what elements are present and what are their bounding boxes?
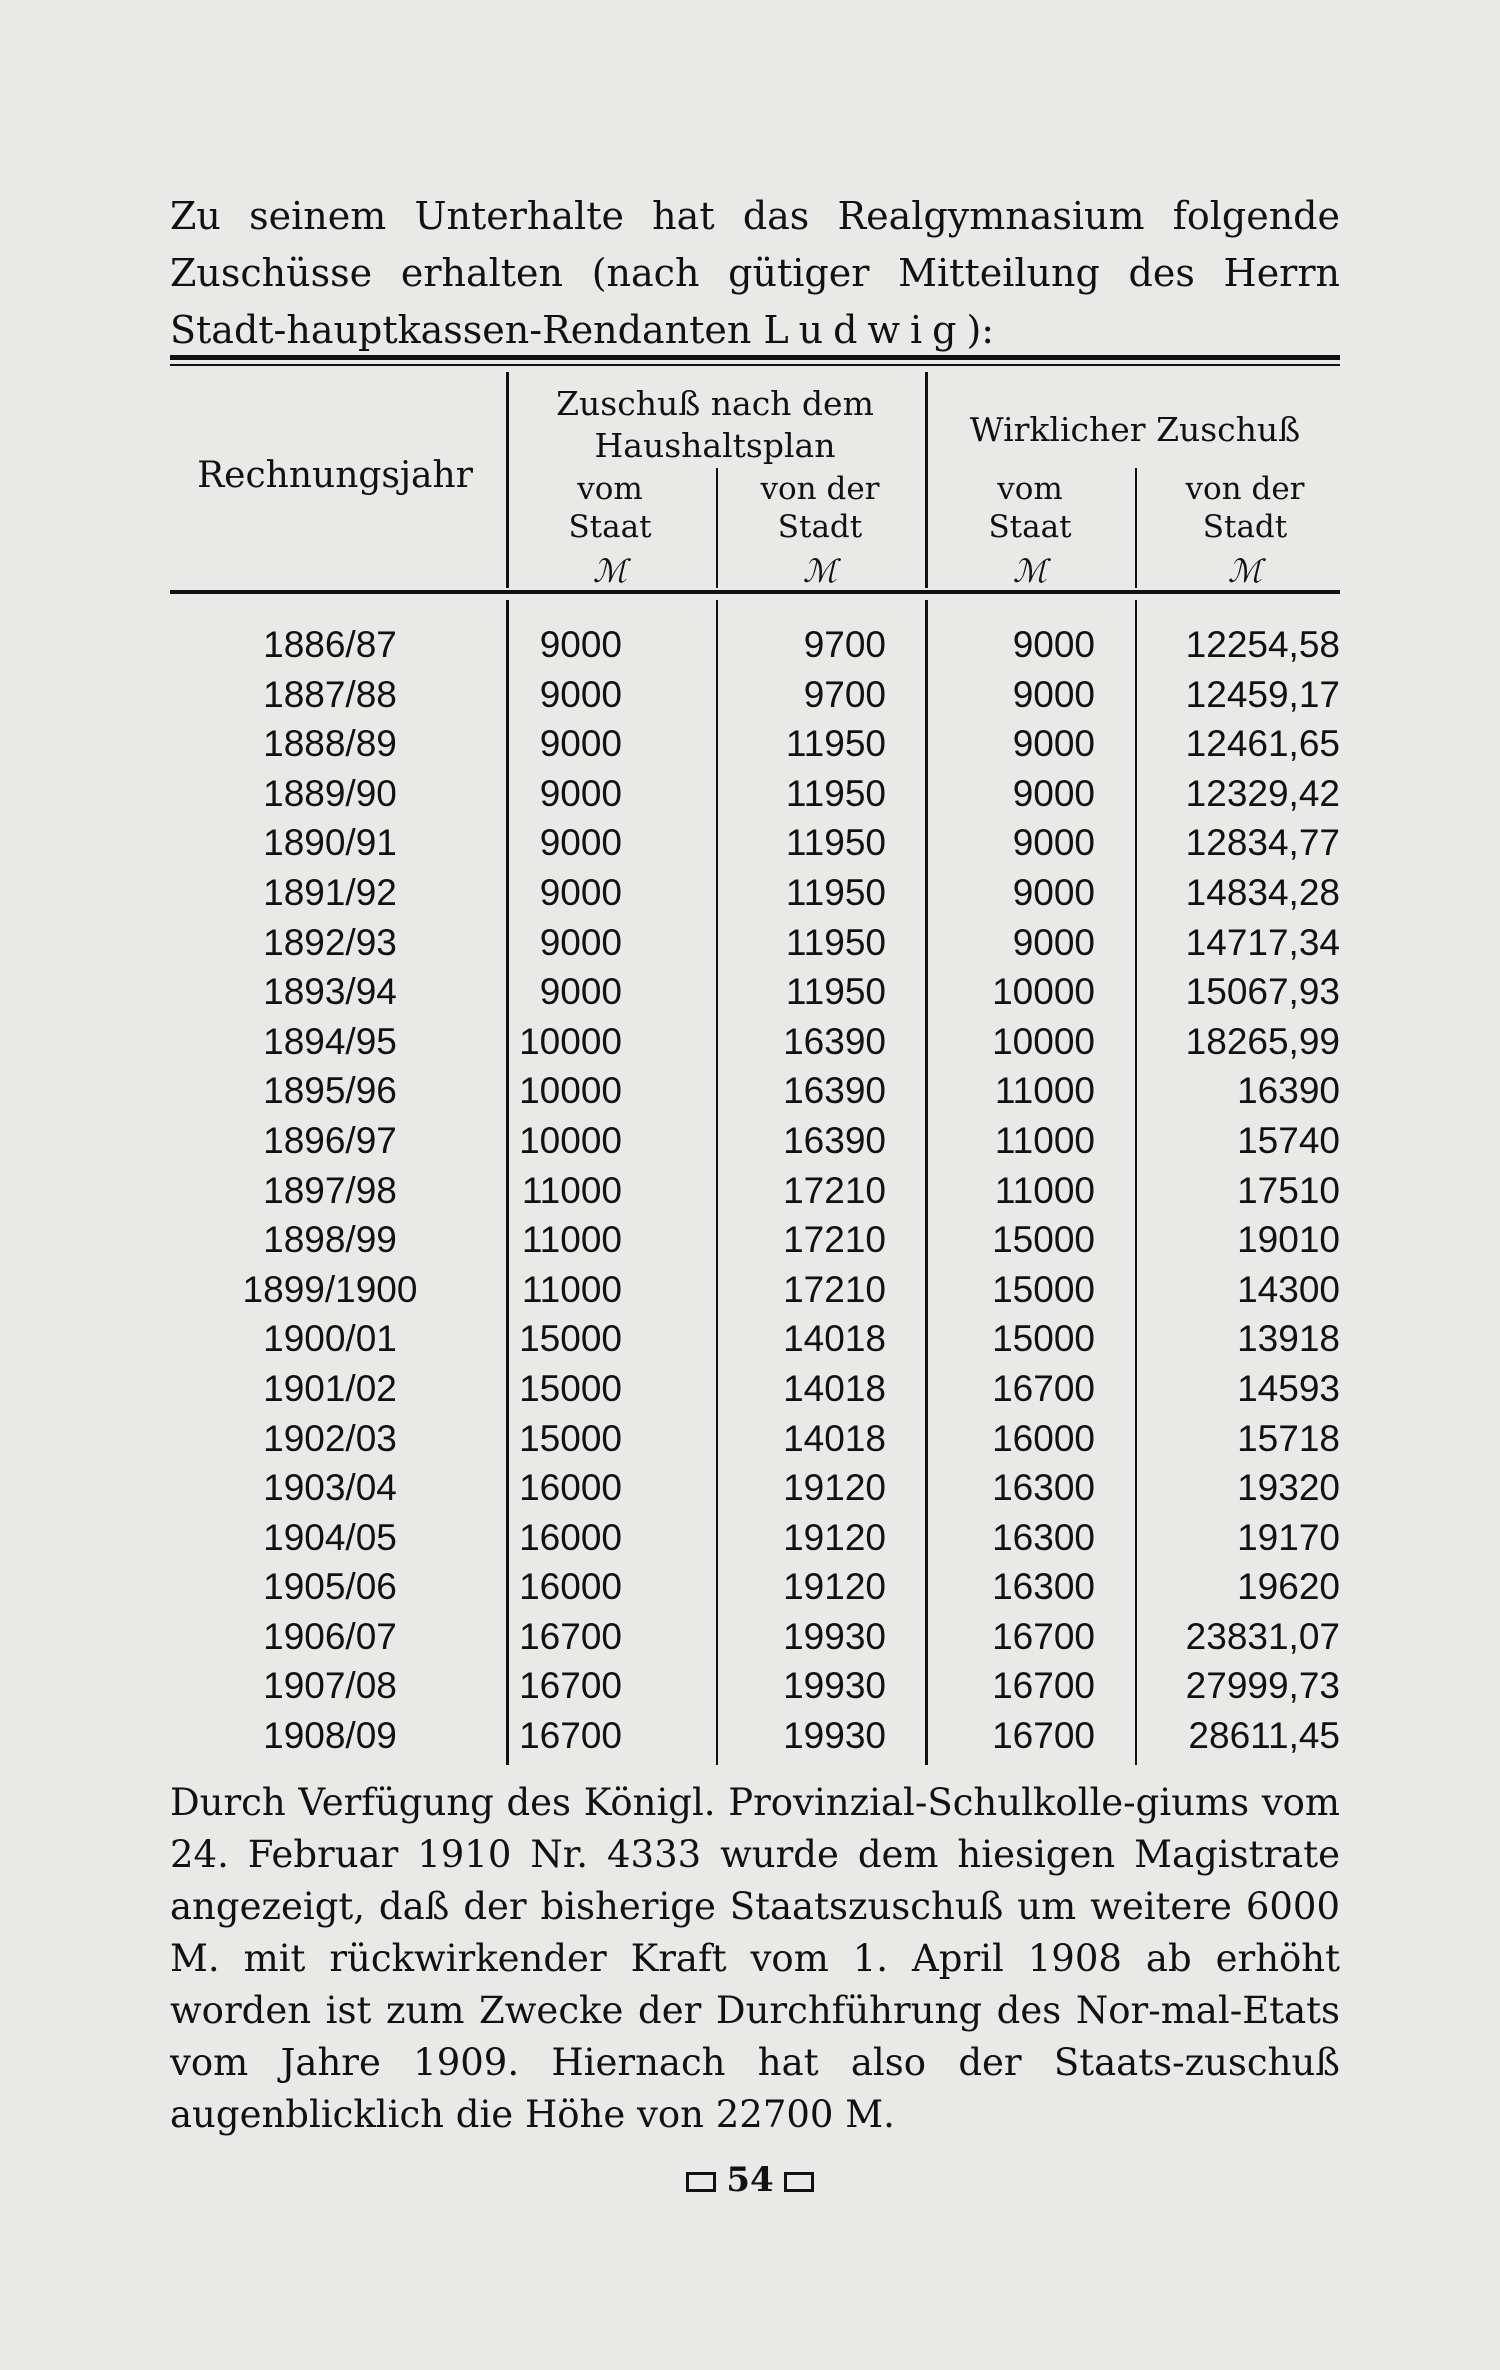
cell-plan-city: 19930 xyxy=(783,1665,886,1707)
vline-header-sub-1 xyxy=(716,468,718,588)
cell-plan-state: 16000 xyxy=(519,1516,622,1558)
intro-paragraph xyxy=(170,188,1340,359)
cell-plan-city: 19930 xyxy=(783,1615,886,1657)
cell-plan-state: 11000 xyxy=(521,1169,622,1211)
cell-plan-city: 16390 xyxy=(783,1070,886,1112)
cell-actual-state: 15000 xyxy=(992,1219,1095,1261)
cell-year: 1896/97 xyxy=(263,1119,397,1161)
unit-plan-state: ℳ xyxy=(592,552,628,590)
table-row xyxy=(170,1017,1340,1067)
cell-year: 1890/91 xyxy=(263,822,397,864)
cell-actual-state: 16300 xyxy=(992,1467,1095,1509)
cell-actual-state: 15000 xyxy=(992,1268,1095,1310)
table-row xyxy=(170,769,1340,819)
footer-ornament-left xyxy=(686,2172,716,2192)
cell-actual-city: 14717,34 xyxy=(1185,921,1340,963)
page-footer xyxy=(0,2160,1500,2200)
table-row xyxy=(170,868,1340,918)
cell-plan-state: 9000 xyxy=(539,624,622,665)
table-top-rule xyxy=(170,355,1340,360)
table-row xyxy=(170,1562,1340,1612)
cell-actual-state: 11000 xyxy=(994,1169,1095,1211)
vline-header-1 xyxy=(506,372,509,588)
table-row xyxy=(170,918,1340,968)
cell-plan-city: 19120 xyxy=(783,1516,886,1558)
cell-actual-city: 14300 xyxy=(1237,1268,1340,1310)
table-row xyxy=(170,1265,1340,1315)
cell-plan-city: 14018 xyxy=(783,1417,886,1459)
cell-plan-state: 16000 xyxy=(519,1566,622,1608)
cell-year: 1892/93 xyxy=(263,921,397,963)
cell-year: 1901/02 xyxy=(263,1367,397,1409)
cell-actual-state: 16700 xyxy=(992,1615,1095,1657)
cell-actual-city: 12254,58 xyxy=(1185,624,1340,665)
cell-actual-city: 18265,99 xyxy=(1185,1020,1340,1062)
table-row xyxy=(170,620,1340,670)
cell-plan-state: 9000 xyxy=(539,921,622,963)
cell-plan-city: 11950 xyxy=(785,921,886,963)
cell-plan-city: 14018 xyxy=(783,1318,886,1360)
cell-plan-city: 11950 xyxy=(785,971,886,1013)
vline-header-2 xyxy=(925,372,928,588)
table-row xyxy=(170,1116,1340,1166)
footer-ornament-right xyxy=(784,2172,814,2192)
cell-plan-state: 10000 xyxy=(519,1070,622,1112)
cell-year: 1904/05 xyxy=(263,1516,397,1558)
cell-actual-city: 15740 xyxy=(1237,1119,1340,1161)
cell-actual-state: 9000 xyxy=(1012,871,1095,913)
page-number: 54 xyxy=(726,2160,774,2200)
table-row xyxy=(170,670,1340,720)
cell-plan-city: 11950 xyxy=(785,772,886,814)
cell-actual-state: 15000 xyxy=(992,1318,1095,1360)
table-top-rule-thin xyxy=(170,364,1340,366)
cell-plan-city: 16390 xyxy=(783,1119,886,1161)
header-year: Rechnungsjahr xyxy=(197,455,473,496)
table-row xyxy=(170,967,1340,1017)
cell-year: 1888/89 xyxy=(263,723,397,765)
cell-actual-state: 10000 xyxy=(992,971,1095,1013)
unit-plan-city: ℳ xyxy=(802,552,838,590)
cell-year: 1891/92 xyxy=(263,871,397,913)
cell-actual-state: 9000 xyxy=(1012,723,1095,765)
cell-actual-state: 9000 xyxy=(1012,822,1095,864)
cell-actual-city: 16390 xyxy=(1237,1070,1340,1112)
cell-year: 1906/07 xyxy=(263,1615,397,1657)
intro-text: Zu seinem Unterhalte hat das Realgymnasium folgende Zuschüsse erhalten (nach gütiger Mitteilung des Herrn Stadt-hauptkassen-Rendanten xyxy=(170,194,1340,352)
cell-actual-city: 12834,77 xyxy=(1185,822,1340,864)
cell-actual-state: 10000 xyxy=(992,1020,1095,1062)
cell-actual-state: 9000 xyxy=(1012,772,1095,814)
cell-plan-state: 15000 xyxy=(519,1318,622,1360)
cell-plan-state: 16700 xyxy=(519,1615,622,1657)
cell-plan-state: 9000 xyxy=(539,871,622,913)
cell-plan-city: 16390 xyxy=(783,1020,886,1062)
cell-plan-city: 17210 xyxy=(783,1169,886,1211)
cell-actual-city: 15067,93 xyxy=(1185,971,1340,1013)
cell-actual-city: 19010 xyxy=(1237,1219,1340,1261)
table-row xyxy=(170,1314,1340,1364)
cell-actual-city: 15718 xyxy=(1237,1417,1340,1459)
cell-plan-city: 11950 xyxy=(785,723,886,765)
cell-year: 1897/98 xyxy=(263,1169,397,1211)
cell-actual-city: 14593 xyxy=(1237,1367,1340,1409)
cell-plan-city: 11950 xyxy=(785,822,886,864)
header-plan-state: vom Staat xyxy=(568,471,652,545)
unit-actual-city: ℳ xyxy=(1227,552,1263,590)
closing-paragraph: Durch Verfügung des Königl. Provinzial-Schulkolle-giums vom 24. Februar 1910 Nr. 4333 wurde dem hiesigen Magistrate angezeigt, daß der bisherige Staatszuschuß um weitere 6000 M. mit rückwirkender Kraft vom 1. April 1908 ab erhöht worden ist zum Zwecke der Durchführung des Nor-mal-Etats vom Jahre 1909. Hiernach hat also der Staats-zuschuß augenblicklich die Höhe von 22700 M. xyxy=(170,1781,1340,2136)
cell-plan-city: 19930 xyxy=(783,1715,886,1757)
cell-actual-city: 12329,42 xyxy=(1185,772,1340,814)
cell-year: 1899/1900 xyxy=(242,1268,418,1310)
header-planned-group: Zuschuß nach dem Haushaltsplan xyxy=(556,384,874,465)
cell-plan-city: 17210 xyxy=(783,1268,886,1310)
table-row xyxy=(170,1066,1340,1116)
cell-year: 1902/03 xyxy=(263,1417,397,1459)
cell-plan-city: 19120 xyxy=(783,1566,886,1608)
cell-actual-city: 13918 xyxy=(1237,1318,1340,1360)
cell-plan-state: 9000 xyxy=(539,772,622,814)
table-row xyxy=(170,1463,1340,1513)
intro-text-end: ): xyxy=(966,308,995,352)
cell-plan-state: 9000 xyxy=(539,822,622,864)
cell-actual-city: 19620 xyxy=(1237,1566,1340,1608)
cell-year: 1905/06 xyxy=(263,1566,397,1608)
cell-actual-state: 16300 xyxy=(992,1566,1095,1608)
cell-actual-city: 17510 xyxy=(1237,1169,1340,1211)
cell-actual-state: 16700 xyxy=(992,1665,1095,1707)
cell-actual-city: 14834,28 xyxy=(1185,871,1340,913)
cell-plan-state: 11000 xyxy=(521,1219,622,1261)
cell-actual-city: 12459,17 xyxy=(1185,673,1340,715)
cell-actual-state: 11000 xyxy=(994,1119,1095,1161)
table-body xyxy=(170,620,1340,1761)
cell-year: 1895/96 xyxy=(263,1070,397,1112)
table-row xyxy=(170,1364,1340,1414)
cell-plan-state: 16000 xyxy=(519,1467,622,1509)
cell-actual-city: 19320 xyxy=(1237,1467,1340,1509)
cell-plan-state: 16700 xyxy=(519,1665,622,1707)
table-row xyxy=(170,719,1340,769)
unit-actual-state: ℳ xyxy=(1012,552,1048,590)
cell-plan-city: 19120 xyxy=(783,1467,886,1509)
cell-plan-state: 15000 xyxy=(519,1367,622,1409)
cell-actual-state: 9000 xyxy=(1012,921,1095,963)
cell-plan-city: 9700 xyxy=(803,673,886,715)
cell-actual-state: 16300 xyxy=(992,1516,1095,1558)
table-row xyxy=(170,1513,1340,1563)
table-row xyxy=(170,1711,1340,1761)
header-actual-group: Wirklicher Zuschuß xyxy=(969,410,1301,449)
cell-plan-city: 11950 xyxy=(785,871,886,913)
cell-actual-city: 19170 xyxy=(1237,1516,1340,1558)
cell-plan-state: 9000 xyxy=(539,971,622,1013)
cell-plan-city: 17210 xyxy=(783,1219,886,1261)
cell-actual-state: 16000 xyxy=(992,1417,1095,1459)
cell-plan-state: 15000 xyxy=(519,1417,622,1459)
header-actual-city: von der Stadt xyxy=(1185,471,1305,545)
cell-actual-city: 28611,45 xyxy=(1188,1715,1340,1757)
cell-plan-state: 11000 xyxy=(521,1268,622,1310)
cell-actual-city: 27999,73 xyxy=(1185,1665,1340,1707)
header-plan-city: von der Stadt xyxy=(760,471,880,545)
cell-actual-state: 9000 xyxy=(1012,673,1095,715)
table-row xyxy=(170,1661,1340,1711)
cell-plan-state: 9000 xyxy=(539,673,622,715)
cell-year: 1907/08 xyxy=(263,1665,397,1707)
table-row xyxy=(170,1612,1340,1662)
cell-year: 1900/01 xyxy=(263,1318,397,1360)
cell-year: 1893/94 xyxy=(263,971,397,1013)
header-actual-state: vom Staat xyxy=(988,471,1072,545)
header-bottom-rule xyxy=(170,590,1340,594)
cell-plan-state: 10000 xyxy=(519,1119,622,1161)
cell-plan-city: 9700 xyxy=(803,624,886,665)
table-row xyxy=(170,1414,1340,1464)
cell-year: 1908/09 xyxy=(263,1715,397,1757)
cell-year: 1898/99 xyxy=(263,1219,397,1261)
cell-actual-state: 16700 xyxy=(992,1715,1095,1757)
table-row xyxy=(170,1166,1340,1216)
cell-actual-city: 23831,07 xyxy=(1185,1615,1340,1657)
cell-year: 1894/95 xyxy=(263,1020,397,1062)
cell-actual-state: 16700 xyxy=(992,1367,1095,1409)
table-row xyxy=(170,1215,1340,1265)
vline-header-sub-2 xyxy=(1135,468,1137,588)
cell-actual-state: 9000 xyxy=(1012,624,1095,665)
cell-year: 1887/88 xyxy=(263,673,397,715)
cell-actual-state: 11000 xyxy=(994,1070,1095,1112)
cell-plan-state: 16700 xyxy=(519,1715,622,1757)
cell-year: 1903/04 xyxy=(263,1467,397,1509)
cell-actual-city: 12461,65 xyxy=(1185,723,1340,765)
intro-name: Ludwig xyxy=(763,308,967,352)
cell-year: 1886/87 xyxy=(263,624,397,665)
cell-plan-state: 10000 xyxy=(519,1020,622,1062)
cell-plan-city: 14018 xyxy=(783,1367,886,1409)
cell-plan-state: 9000 xyxy=(539,723,622,765)
cell-year: 1889/90 xyxy=(263,772,397,814)
table-row xyxy=(170,818,1340,868)
